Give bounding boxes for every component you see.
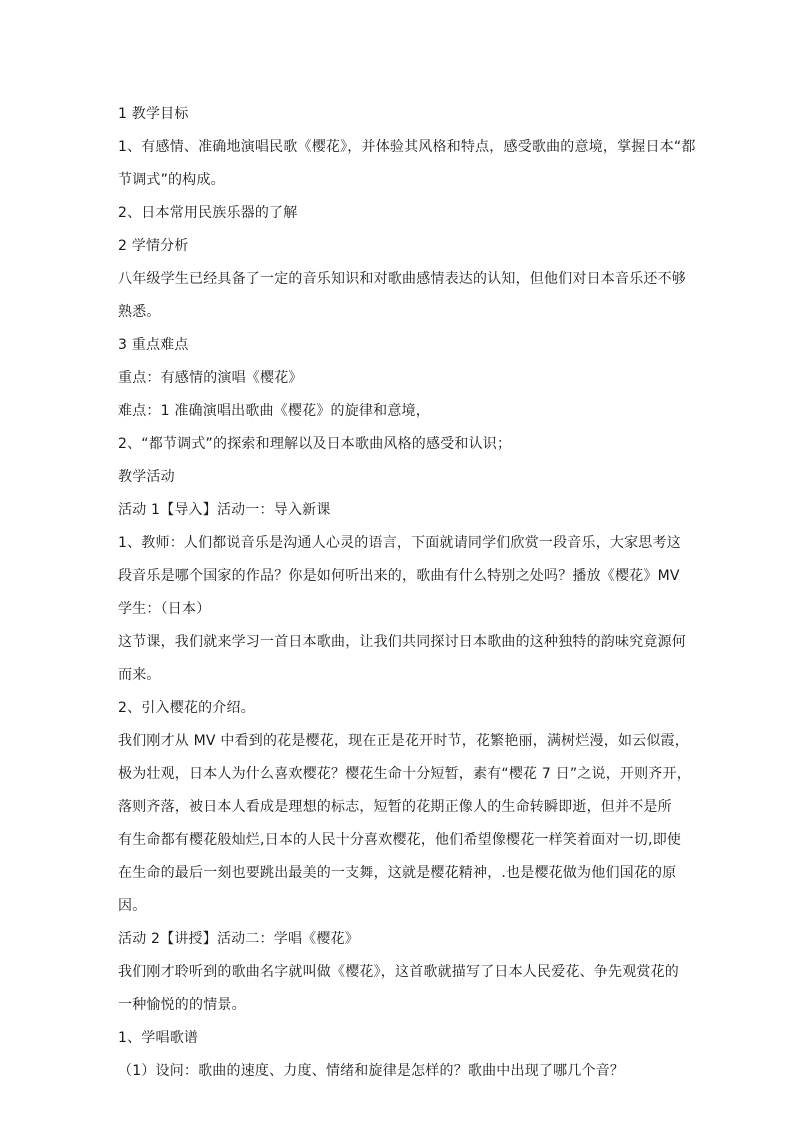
text-line: 因。 (118, 898, 147, 914)
section-heading-keypoints: 3 重点难点 (118, 337, 189, 353)
text-line: 熟悉。 (118, 304, 161, 320)
activity-heading-1: 活动 1【导入】活动一：导入新课 (118, 502, 331, 518)
text-line: 2、引入樱花的介绍。 (118, 700, 255, 716)
text-line: 八年级学生已经具备了一定的音乐知识和对歌曲感情表达的认知，但他们对日本音乐还不够 (118, 271, 686, 287)
text-line: 我们刚才从 MV 中看到的花是樱花，现在正是花开时节，花繁艳丽，满树烂漫，如云似霞， (118, 733, 689, 749)
text-line: 我们刚才聆听到的歌曲名字就叫做《樱花》，这首歌就描写了日本人民爱花、争先观赏花的 (118, 964, 679, 980)
section-heading-activities: 教学活动 (118, 469, 175, 485)
text-line: 段音乐是哪个国家的作品？你是如何听出来的，歌曲有什么特别之处吗？播放《樱花》MV (118, 568, 680, 584)
text-line: （1）设问：歌曲的速度、力度、情绪和旋律是怎样的？歌曲中出现了哪几个音？ (118, 1063, 625, 1079)
text-line: 学生：（日本） (118, 601, 211, 617)
text-line: 极为壮观，日本人为什么喜欢樱花？樱花生命十分短暂，素有“樱花 7 日”之说，开则齐开， (118, 766, 691, 782)
text-line: 落则齐落，被日本人看成是理想的标志，短暂的花期正像人的生命转瞬即逝，但并不是所 (118, 799, 672, 815)
text-line: 这节课，我们就来学习一首日本歌曲，让我们共同探讨日本歌曲的这种独特的韵味究竟源何 (118, 634, 686, 650)
text-line: 2、日本常用民族乐器的了解 (118, 205, 298, 221)
document-body (118, 98, 696, 1088)
text-line: 在生命的最后一刻也要跳出最美的一支舞，这就是樱花精神，.也是樱花做为他们国花的原 (118, 865, 677, 881)
text-line: 重点：有感情的演唱《樱花》 (118, 370, 303, 386)
text-line: 有生命都有樱花般灿烂,日本的人民十分喜欢樱花，他们希望像樱花一样笑着面对一切,即使 (118, 832, 682, 848)
section-heading-analysis: 2 学情分析 (118, 238, 189, 254)
text-line: 1、有感情、准确地演唱民歌《樱花》，并体验其风格和特点，感受歌曲的意境，掌握日本“都 (118, 139, 696, 155)
text-line: 2、“都节调式”的探索和理解以及日本歌曲风格的感受和认识； (118, 436, 512, 452)
text-line: 1、教师：人们都说音乐是沟通人心灵的语言，下面就请同学们欣赏一段音乐，大家思考这 (118, 535, 681, 551)
text-line: 1、学唱歌谱 (118, 1030, 199, 1046)
activity-heading-2: 活动 2【讲授】活动二：学唱《樱花》 (118, 931, 359, 947)
text-line: 节调式”的构成。 (118, 172, 225, 188)
section-heading-objectives: 1 教学目标 (118, 106, 189, 122)
text-line: 而来。 (118, 667, 161, 683)
text-line: 难点：1 准确演唱出歌曲《樱花》的旋律和意境， (118, 403, 430, 419)
text-line: 一种愉悦的的情景。 (118, 997, 246, 1013)
